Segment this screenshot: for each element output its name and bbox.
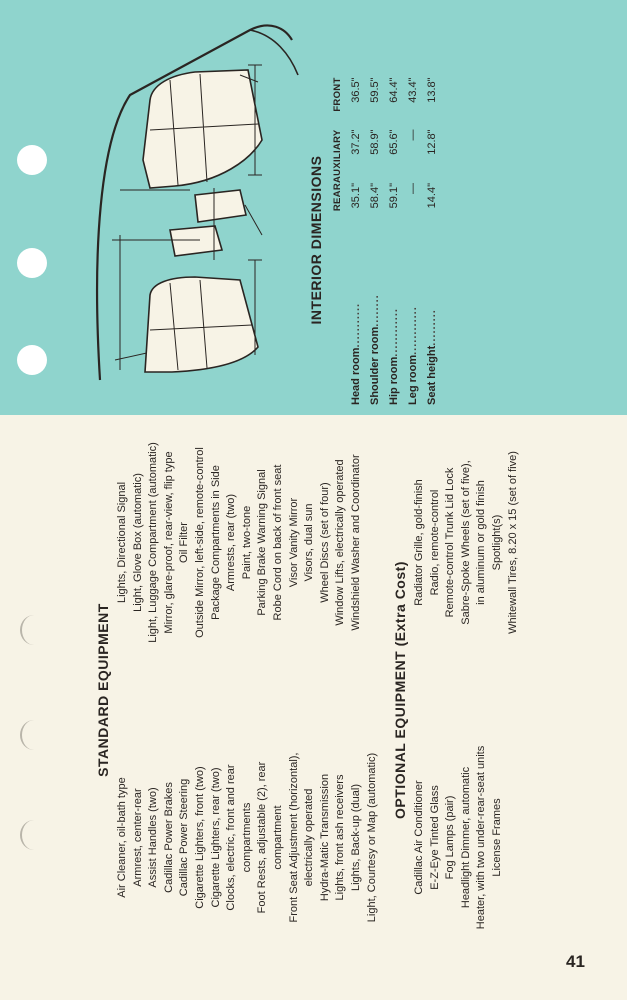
- list-item: Cadillac Air Conditioner: [413, 780, 426, 895]
- list-item: Mirror, glare-proof, rear-view, flip type: [162, 451, 175, 634]
- list-item: Package Compartments in Side: [209, 465, 222, 620]
- row-label: Leg room............: [406, 306, 419, 405]
- table-row: [384, 77, 403, 405]
- optional-equipment-title: OPTIONAL EQUIPMENT (Extra Cost): [392, 561, 409, 819]
- list-item: Air Cleaner, oil-bath type: [116, 777, 128, 898]
- cell-auxiliary: 37.2": [349, 129, 362, 155]
- row-label: Seat height.........: [425, 309, 438, 405]
- list-item: Cigarette Lighters, front (two): [193, 766, 206, 909]
- cell-front: 64.4": [387, 77, 400, 103]
- list-item: compartment: [271, 805, 284, 870]
- list-item: Wheel Discs (set of four): [318, 482, 331, 603]
- list-item: Front Seat Adjustment (horizontal),: [287, 752, 300, 923]
- list-item: in aluminum or gold finish: [475, 480, 488, 605]
- list-item: Visors, dual sun: [303, 503, 316, 582]
- list-item: Outside Mirror, left-side, remote-control: [193, 447, 206, 638]
- cell-rear: 14.4": [425, 183, 438, 209]
- cell-front: 36.5": [349, 77, 362, 103]
- table-row: [365, 77, 384, 405]
- list-item: License Frames: [491, 798, 504, 877]
- standard-equipment-left-column: [115, 690, 380, 985]
- column-header-front: FRONT: [332, 77, 343, 112]
- table-corner: [332, 235, 346, 405]
- interior-dimensions-table: [332, 77, 441, 405]
- list-item: electrically operated: [303, 788, 316, 887]
- cell-front: 59.5": [368, 77, 381, 103]
- list-item: Cadillac Power Steering: [178, 778, 191, 897]
- list-item: Assist Handles (two): [147, 787, 160, 888]
- list-item: Cadillac Power Brakes: [162, 782, 175, 893]
- table-row: [403, 77, 422, 405]
- list-item: Spotlight(s): [491, 514, 504, 571]
- binder-hole-6: [20, 820, 48, 850]
- list-item: Radiator Grille, gold-finish: [413, 479, 426, 606]
- list-item: Headlight Dimmer, automatic: [459, 766, 472, 909]
- list-item: Light, Luggage Compartment (automatic): [147, 442, 160, 643]
- list-item: Lights, Back-up (dual): [349, 784, 362, 891]
- row-label: Hip room............: [387, 308, 400, 405]
- column-header-rear: REAR: [332, 183, 343, 212]
- cell-auxiliary: 12.8": [425, 129, 438, 155]
- list-item: Robe Cord on back of front seat: [271, 464, 284, 621]
- cell-rear: 59.1": [387, 183, 400, 209]
- list-item: compartments: [240, 802, 253, 873]
- list-item: Oil Filter: [178, 522, 191, 563]
- row-label: Shoulder room........: [368, 294, 381, 405]
- cell-auxiliary: —: [406, 129, 419, 141]
- standard-equipment-title: STANDARD EQUIPMENT: [95, 603, 111, 777]
- list-item: Visor Vanity Mirror: [287, 497, 300, 588]
- list-item: Hydra-Matic Transmission: [318, 773, 331, 902]
- list-item: Clocks, electric, front and rear: [225, 764, 238, 911]
- optional-equipment-columns: [412, 395, 521, 985]
- list-item: Lights, front ash receivers: [334, 774, 347, 901]
- equipment-section: [95, 395, 519, 985]
- cell-rear: —: [406, 183, 419, 194]
- interior-dimensions-title: INTERIOR DIMENSIONS: [308, 155, 324, 325]
- list-item: Light, Glove Box (automatic): [131, 473, 144, 612]
- table-row: [422, 77, 441, 405]
- cell-front: 13.8": [425, 77, 438, 103]
- list-item: Light, Courtesy or Map (automatic): [365, 752, 378, 923]
- interior-dimensions-section: [308, 5, 508, 405]
- optional-equipment-right-column: [412, 395, 521, 690]
- cell-rear: 35.1": [349, 183, 362, 209]
- list-item: Paint, two-tone: [240, 505, 253, 580]
- binder-hole-4: [20, 615, 48, 645]
- binder-hole-5: [20, 720, 48, 750]
- cell-auxiliary: 58.9": [368, 129, 381, 155]
- standard-equipment-columns: [115, 395, 380, 985]
- cell-rear: 58.4": [368, 183, 381, 209]
- list-item: E-Z-Eye Tinted Glass: [428, 785, 441, 890]
- list-item: Cigarette Lighters, rear (two): [209, 767, 222, 908]
- column-header-auxiliary: AUXILIARY: [332, 129, 343, 183]
- list-item: Parking Brake Warning Signal: [256, 469, 269, 616]
- list-item: Foot Rests, adjustable (2), rear: [256, 761, 269, 914]
- table-header-row: [332, 77, 346, 405]
- list-item: Window Lifts, electrically operated: [334, 459, 347, 626]
- standard-equipment-right-column: [115, 395, 380, 690]
- cell-front: 43.4": [406, 77, 419, 103]
- list-item: Fog Lamps (pair): [444, 795, 457, 880]
- list-item: Whitewall Tires, 8.20 x 15 (set of five): [506, 451, 519, 634]
- list-item: Windshield Washer and Coordinator: [349, 454, 362, 631]
- list-item: Armrest, center-rear: [131, 788, 144, 887]
- page-number: 41: [566, 952, 585, 971]
- optional-equipment-left-column: [412, 690, 521, 985]
- row-label: Head room...........: [349, 302, 362, 405]
- list-item: Armrests, rear (two): [225, 493, 238, 592]
- list-item: Remote-control Trunk Lid Lock: [444, 467, 457, 618]
- list-item: Sabre-Spoke Wheels (set of five),: [459, 460, 472, 625]
- table-row: [346, 77, 365, 405]
- cell-auxiliary: 65.6": [387, 129, 400, 155]
- list-item: Lights, Directional Signal: [116, 481, 128, 604]
- list-item: Radio, remote-control: [428, 489, 441, 596]
- list-item: Heater, with two under-rear-seat units: [475, 745, 488, 930]
